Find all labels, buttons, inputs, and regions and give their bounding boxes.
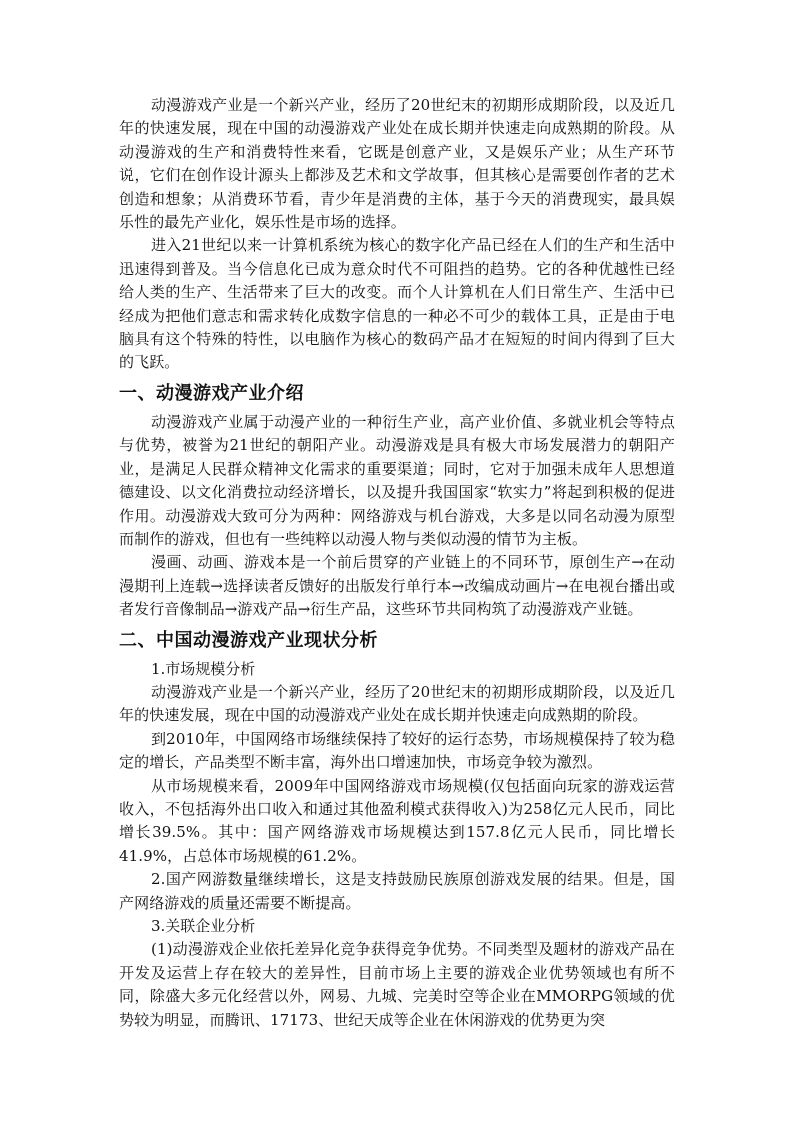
intro-paragraph-2: 进入21世纪以来一计算机系统为核心的数字化产品已经在人们的生产和生活中迅速得到普及。当今信息化已成为意众时代不可阻挡的趋势。它的各种优越性已经给人类的生产、生活带来了巨大的改变。而个人计算机在人们日常生产、生活中已经成为把他们意志和需求转化成数字信息的一种必不可少的载体工具，正是由于电脑具有这个特殊的特性，以电脑作为核心的数码产品才在短短的时间内得到了巨大的飞跃。	[119, 236, 675, 372]
section-1-title: 一、动漫游戏产业介绍	[119, 382, 304, 404]
section-2-title: 二、中国动漫游戏产业现状分析	[119, 629, 378, 651]
section-2-paragraph-3: 从市场规模来看，2009年中国网络游戏市场规模(仅包括面向玩家的游戏运营收入，不包括海外出口收入和通过其他盈利模式获得收入)为258亿元人民币，同比增长39.5%。其中：国产网络游戏市场规模达到157.8亿元人民币，同比增长41.9%，占总体市场规模的61.2%。	[119, 776, 675, 865]
intro-paragraph-1: 动漫游戏产业是一个新兴产业，经历了20世纪末的初期形成期阶段，以及近几年的快速发展，现在中国的动漫游戏产业处在成长期并快速走向成熟期的阶段。从动漫游戏的生产和消费特性来看，它既是创意产业，又是娱乐产业；从生产环节说，它们在创作设计源头上都涉及艺术和文学故事，但其核心是需要创作者的艺术创造和想象；从消费环节看，青少年是消费的主体，基于今天的消费现实，最具娱乐性的最先产业化，娱乐性是市场的选择。	[119, 96, 675, 232]
subsection-market-size: 1.市场规模分析	[151, 659, 256, 678]
document-page	[119, 94, 675, 1032]
section-2-paragraph-2: 到2010年，中国网络市场继续保持了较好的运行态势，市场规模保持了较为稳定的增长，产品类型不断丰富，海外出口增速加快，市场竞争较为激烈。	[119, 729, 675, 772]
section-2-point-3-1: (1)动漫游戏企业依托差异化竞争获得竞争优势。不同类型及题材的游戏产品在开发及运营上存在较大的差异性，目前市场上主要的游戏企业优势领域也有所不同，除盛大多元化经营以外，网易、九城、完美时空等企业在MMORPG领域的优势较为明显，而腾讯、17173、世纪天成等企业在休闲游戏的优势更为突	[119, 940, 675, 1029]
section-2-point-2: 2.国产网游数量继续增长，这是支持鼓励民族原创游戏发展的结果。但是，国产网络游戏的质量还需要不断提高。	[119, 870, 675, 912]
subsection-related-companies: 3.关联企业分析	[151, 917, 256, 935]
section-1-paragraph-2: 漫画、动画、游戏本是一个前后贯穿的产业链上的不同环节，原创生产→在动漫期刊上连载→选择读者反馈好的出版发行单行本→改编成动画片→在电视台播出或者发行音像制品→游戏产品→衍生产品，这些环节共同构筑了动漫游戏产业链。	[119, 553, 675, 619]
section-1-paragraph-1: 动漫游戏产业属于动漫产业的一种衍生产业，高产业价值、多就业机会等特点与优势，被誉为21世纪的朝阳产业。动漫游戏是具有极大市场发展潜力的朝阳产业，是满足人民群众精神文化需求的重要渠道；同时，它对于加强未成年人思想道德建设、以文化消费拉动经济增长，以及提升我国国家“软实力”将起到积极的促进作用。动漫游戏大致可分为两种：网络游戏与机台游戏，大多是以同名动漫为原型而制作的游戏，但也有一些纯粹以动漫人物与类似动漫的情节为主板。	[119, 412, 675, 548]
section-2-paragraph-1: 动漫游戏产业是一个新兴产业，经历了20世纪末的初期形成期阶段，以及近几年的快速发展，现在中国的动漫游戏产业处在成长期并快速走向成熟期的阶段。	[119, 682, 675, 725]
